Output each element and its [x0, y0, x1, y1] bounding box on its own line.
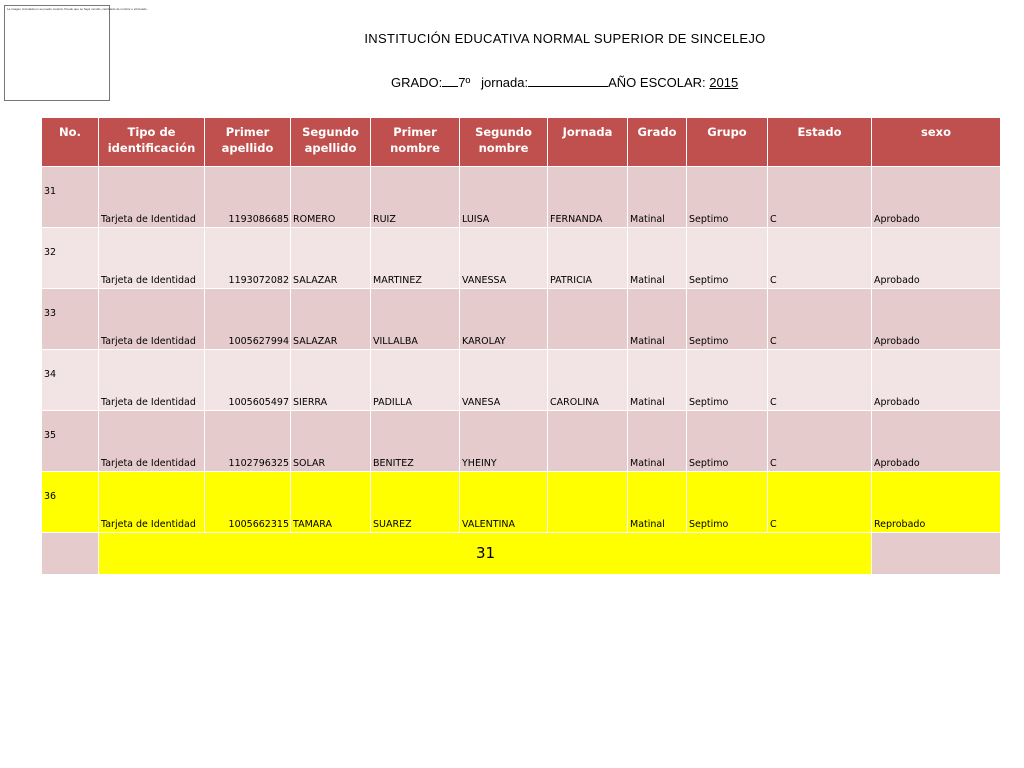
col-header-estado[interactable]: Estado	[768, 118, 872, 167]
cell-primer-apellido[interactable]: SALAZAR	[291, 228, 371, 289]
cell-tipo[interactable]: Tarjeta de Identidad	[99, 350, 205, 411]
cell-estado[interactable]: Aprobado	[872, 411, 1001, 472]
cell-segundo-nombre[interactable]: PATRICIA	[548, 228, 628, 289]
cell-id[interactable]: 1102796325	[205, 411, 291, 472]
table-header-row	[42, 118, 1001, 167]
cell-tipo[interactable]: Tarjeta de Identidad	[99, 472, 205, 533]
cell-no[interactable]: 35	[42, 411, 99, 472]
cell-grupo[interactable]: C	[768, 350, 872, 411]
cell-segundo-apellido[interactable]: RUIZ	[371, 167, 460, 228]
jornada-blank	[528, 74, 608, 87]
cell-segundo-apellido[interactable]: VILLALBA	[371, 289, 460, 350]
cell-segundo-apellido[interactable]: SUAREZ	[371, 472, 460, 533]
col-header-sexo[interactable]: sexo	[872, 118, 1001, 167]
cell-grupo[interactable]: C	[768, 289, 872, 350]
cell-segundo-nombre[interactable]	[548, 472, 628, 533]
cell-segundo-nombre[interactable]: CAROLINA	[548, 350, 628, 411]
cell-id[interactable]: 1193086685	[205, 167, 291, 228]
table-row[interactable]	[42, 411, 1001, 472]
cell-id[interactable]: 1193072082	[205, 228, 291, 289]
cell-segundo-nombre[interactable]	[548, 289, 628, 350]
cell-no[interactable]: 36	[42, 472, 99, 533]
cell-grado[interactable]: Septimo	[687, 472, 768, 533]
cell-estado[interactable]: Aprobado	[872, 167, 1001, 228]
cell-estado[interactable]: Reprobado	[872, 472, 1001, 533]
cell-primer-nombre[interactable]: KAROLAY	[460, 289, 548, 350]
cell-grupo[interactable]: C	[768, 472, 872, 533]
cell-grado[interactable]: Septimo	[687, 350, 768, 411]
cell-id[interactable]: 1005662315	[205, 472, 291, 533]
cell-grado[interactable]: Septimo	[687, 228, 768, 289]
cell-primer-apellido[interactable]: ROMERO	[291, 167, 371, 228]
cell-grupo[interactable]: C	[768, 228, 872, 289]
table-row[interactable]	[42, 228, 1001, 289]
col-header-tipo[interactable]: Tipo de identificación	[99, 118, 205, 167]
total-count[interactable]: 31	[99, 533, 872, 575]
table-row[interactable]	[42, 167, 1001, 228]
cell-tipo[interactable]: Tarjeta de Identidad	[99, 289, 205, 350]
cell-grado[interactable]: Septimo	[687, 289, 768, 350]
cell-grupo[interactable]: C	[768, 411, 872, 472]
grado-value: 7º	[458, 75, 471, 90]
cell-segundo-nombre[interactable]	[548, 411, 628, 472]
cell-segundo-nombre[interactable]: FERNANDA	[548, 167, 628, 228]
cell-primer-nombre[interactable]: VANESA	[460, 350, 548, 411]
col-header-primer-nombre[interactable]: Primer nombre	[371, 118, 460, 167]
col-header-segundo-apellido[interactable]: Segundo apellido	[291, 118, 371, 167]
cell-primer-apellido[interactable]: SIERRA	[291, 350, 371, 411]
ano-value: 2015	[709, 75, 739, 90]
cell-jornada[interactable]: Matinal	[628, 350, 687, 411]
col-header-grupo[interactable]: Grupo	[687, 118, 768, 167]
total-row-left-cell	[42, 533, 99, 575]
cell-tipo[interactable]: Tarjeta de Identidad	[99, 167, 205, 228]
cell-grado[interactable]: Septimo	[687, 411, 768, 472]
cell-primer-apellido[interactable]: TAMARA	[291, 472, 371, 533]
cell-estado[interactable]: Aprobado	[872, 350, 1001, 411]
cell-no[interactable]: 33	[42, 289, 99, 350]
cell-segundo-apellido[interactable]: BENITEZ	[371, 411, 460, 472]
grado-line	[391, 74, 738, 90]
col-header-jornada[interactable]: Jornada	[548, 118, 628, 167]
cell-no[interactable]: 32	[42, 228, 99, 289]
logo-caption: La imagen vinculada no se puede mostrar. Puede que se haya movido, cambiado de nombre o eliminado.	[7, 7, 148, 11]
cell-primer-nombre[interactable]: VALENTINA	[460, 472, 548, 533]
cell-primer-apellido[interactable]: SALAZAR	[291, 289, 371, 350]
cell-tipo[interactable]: Tarjeta de Identidad	[99, 411, 205, 472]
cell-jornada[interactable]: Matinal	[628, 289, 687, 350]
grado-blank	[442, 74, 458, 87]
table-row-highlighted[interactable]	[42, 472, 1001, 533]
total-row-right-cell	[872, 533, 1001, 575]
cell-jornada[interactable]: Matinal	[628, 472, 687, 533]
cell-grado[interactable]: Septimo	[687, 167, 768, 228]
col-header-grado[interactable]: Grado	[628, 118, 687, 167]
students-table	[41, 117, 1001, 575]
col-header-primer-apellido[interactable]: Primer apellido	[205, 118, 291, 167]
ano-label: AÑO ESCOLAR:	[608, 75, 706, 90]
cell-id[interactable]: 1005627994	[205, 289, 291, 350]
cell-grupo[interactable]: C	[768, 167, 872, 228]
cell-jornada[interactable]: Matinal	[628, 228, 687, 289]
cell-jornada[interactable]: Matinal	[628, 167, 687, 228]
col-header-segundo-nombre[interactable]: Segundo nombre	[460, 118, 548, 167]
cell-no[interactable]: 34	[42, 350, 99, 411]
grado-label: GRADO:	[391, 75, 443, 90]
cell-primer-nombre[interactable]: LUISA	[460, 167, 548, 228]
cell-tipo[interactable]: Tarjeta de Identidad	[99, 228, 205, 289]
cell-primer-nombre[interactable]: VANESSA	[460, 228, 548, 289]
cell-no[interactable]: 31	[42, 167, 99, 228]
table-row[interactable]	[42, 350, 1001, 411]
cell-segundo-apellido[interactable]: PADILLA	[371, 350, 460, 411]
col-header-no[interactable]: No.	[42, 118, 99, 167]
table-row[interactable]	[42, 289, 1001, 350]
cell-id[interactable]: 1005605497	[205, 350, 291, 411]
cell-segundo-apellido[interactable]: MARTINEZ	[371, 228, 460, 289]
cell-primer-nombre[interactable]: YHEINY	[460, 411, 548, 472]
cell-estado[interactable]: Aprobado	[872, 228, 1001, 289]
cell-jornada[interactable]: Matinal	[628, 411, 687, 472]
institution-title: INSTITUCIÓN EDUCATIVA NORMAL SUPERIOR DE SINCELEJO	[364, 31, 766, 46]
jornada-label: jornada:	[481, 75, 529, 90]
logo-placeholder	[4, 5, 148, 101]
cell-primer-apellido[interactable]: SOLAR	[291, 411, 371, 472]
cell-estado[interactable]: Aprobado	[872, 289, 1001, 350]
total-row	[42, 533, 1001, 575]
